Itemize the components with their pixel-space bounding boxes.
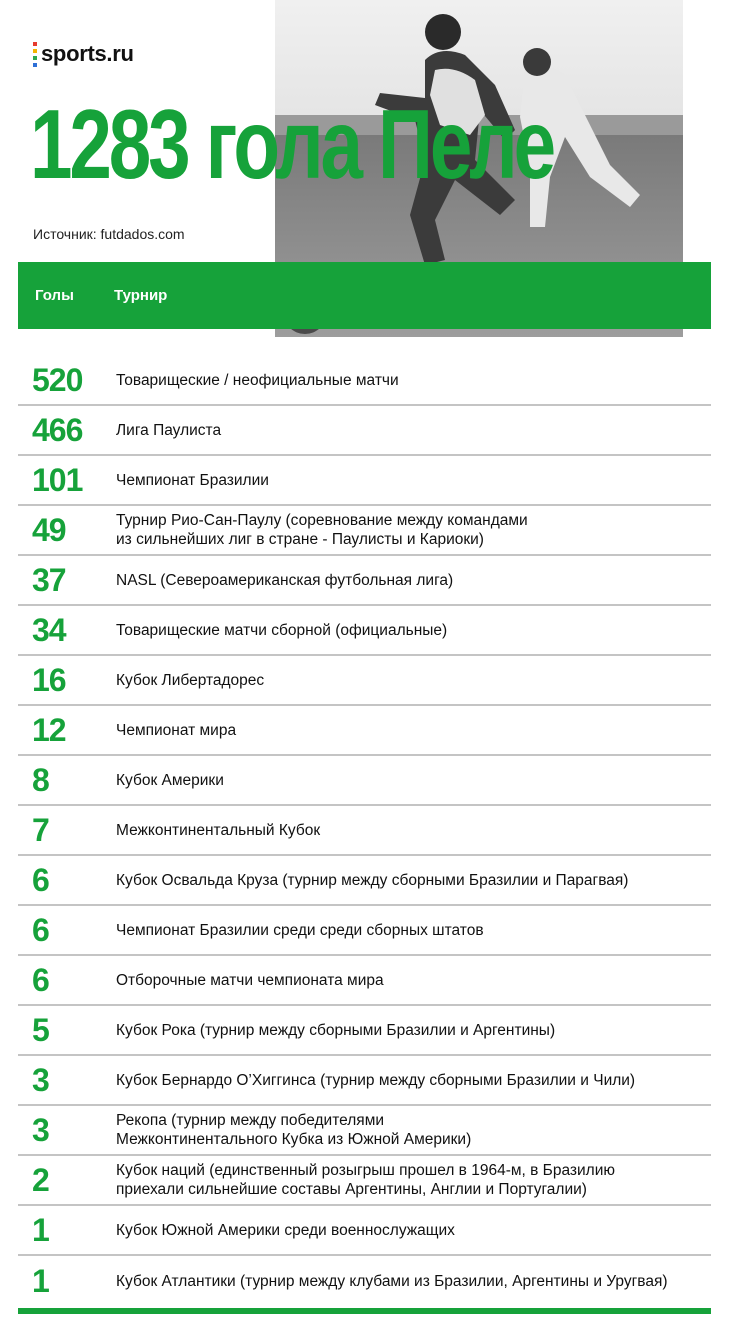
header-tournament: Турнир — [114, 287, 168, 304]
tournament-name: Лига Паулиста — [116, 421, 222, 439]
header-goals: Голы — [35, 287, 74, 304]
table-row — [18, 856, 711, 906]
goals-count: 8 — [32, 761, 49, 798]
goals-count: 6 — [32, 961, 49, 998]
goals-count: 16 — [32, 661, 66, 698]
goals-count: 34 — [32, 611, 66, 648]
tournament-name: Отборочные матчи чемпионата мира — [116, 971, 384, 989]
table-row — [18, 606, 711, 656]
bottom-divider — [18, 1308, 711, 1314]
goals-count: 3 — [32, 1111, 49, 1148]
logo-dot-blue — [33, 63, 37, 67]
goals-count: 7 — [32, 811, 49, 848]
goals-count: 37 — [32, 561, 66, 598]
goals-count: 466 — [32, 411, 83, 448]
logo-dot-green — [33, 56, 37, 60]
tournament-name: Чемпионат Бразилии среди среди сборных штатов — [116, 921, 484, 939]
tournament-name: Товарищеские матчи сборной (официальные) — [116, 621, 448, 639]
goals-count: 49 — [32, 511, 66, 548]
tournament-name: Кубок Америки — [116, 771, 224, 789]
goals-count: 520 — [32, 361, 83, 398]
table-row — [18, 456, 711, 506]
sports-ru-logo — [33, 40, 134, 68]
tournament-name: Товарищеские / неофициальные матчи — [116, 371, 399, 389]
table-row — [18, 906, 711, 956]
tournament-name: Кубок наций (единственный розыгрыш прошел в 1964-м, в Бразилию приехали сильнейшие составы Аргентины, Англии и Португалии) — [116, 1162, 615, 1198]
table-row — [18, 406, 711, 456]
table-row — [18, 356, 711, 406]
tournament-name: Кубок Освальда Круза (турнир между сборными Бразилии и Парагвая) — [116, 871, 629, 889]
goals-count: 1 — [32, 1262, 49, 1299]
goals-count: 3 — [32, 1061, 49, 1098]
table-row — [18, 956, 711, 1006]
tournament-name: Рекопа (турнир между победителями Межконтинентального Кубка из Южной Америки) — [116, 1112, 472, 1148]
table-row — [18, 1006, 711, 1056]
goals-count: 5 — [32, 1011, 49, 1048]
goals-table — [18, 356, 711, 1306]
page-title: 1283 гола Пеле — [30, 89, 554, 199]
tournament-name: Кубок Атлантики (турнир между клубами из Бразилии, Аргентины и Уругвая) — [116, 1272, 668, 1290]
goals-count: 2 — [32, 1161, 49, 1198]
table-row — [18, 556, 711, 606]
tournament-name: Кубок Рока (турнир между сборными Бразилии и Аргентины) — [116, 1021, 556, 1039]
logo-text: sports.ru — [41, 41, 134, 66]
tournament-name: Межконтинентальный Кубок — [116, 821, 321, 839]
table-row — [18, 656, 711, 706]
table-row — [18, 1106, 711, 1156]
goals-count: 1 — [32, 1211, 49, 1248]
table-header — [18, 262, 711, 329]
table-row — [18, 1056, 711, 1106]
table-row — [18, 806, 711, 856]
logo-mark-icon — [33, 42, 37, 67]
table-row — [18, 1256, 711, 1306]
table-row — [18, 1156, 711, 1206]
goals-count: 12 — [32, 711, 66, 748]
source-caption: Источник: futdados.com — [33, 226, 185, 242]
tournament-name: Чемпионат мира — [116, 721, 237, 739]
table-row — [18, 506, 711, 556]
tournament-name: Кубок Либертадорес — [116, 671, 265, 689]
logo-dot-yellow — [33, 49, 37, 53]
table-row — [18, 756, 711, 806]
logo-dot-red — [33, 42, 37, 46]
tournament-name: Кубок Южной Америки среди военнослужащих — [116, 1221, 455, 1239]
table-row — [18, 1206, 711, 1256]
goals-count: 101 — [32, 461, 83, 498]
goals-count: 6 — [32, 911, 49, 948]
goals-count: 6 — [32, 861, 49, 898]
tournament-name: Кубок Бернардо О’Хиггинса (турнир между сборными Бразилии и Чили) — [116, 1071, 636, 1089]
tournament-name: Турнир Рио-Сан-Паулу (соревнование между командами из сильнейших лиг в стране - Паулисты и Кариоки) — [116, 512, 528, 548]
table-row — [18, 706, 711, 756]
tournament-name: Чемпионат Бразилии — [116, 471, 269, 489]
tournament-name: NASL (Североамериканская футбольная лига) — [116, 571, 454, 589]
